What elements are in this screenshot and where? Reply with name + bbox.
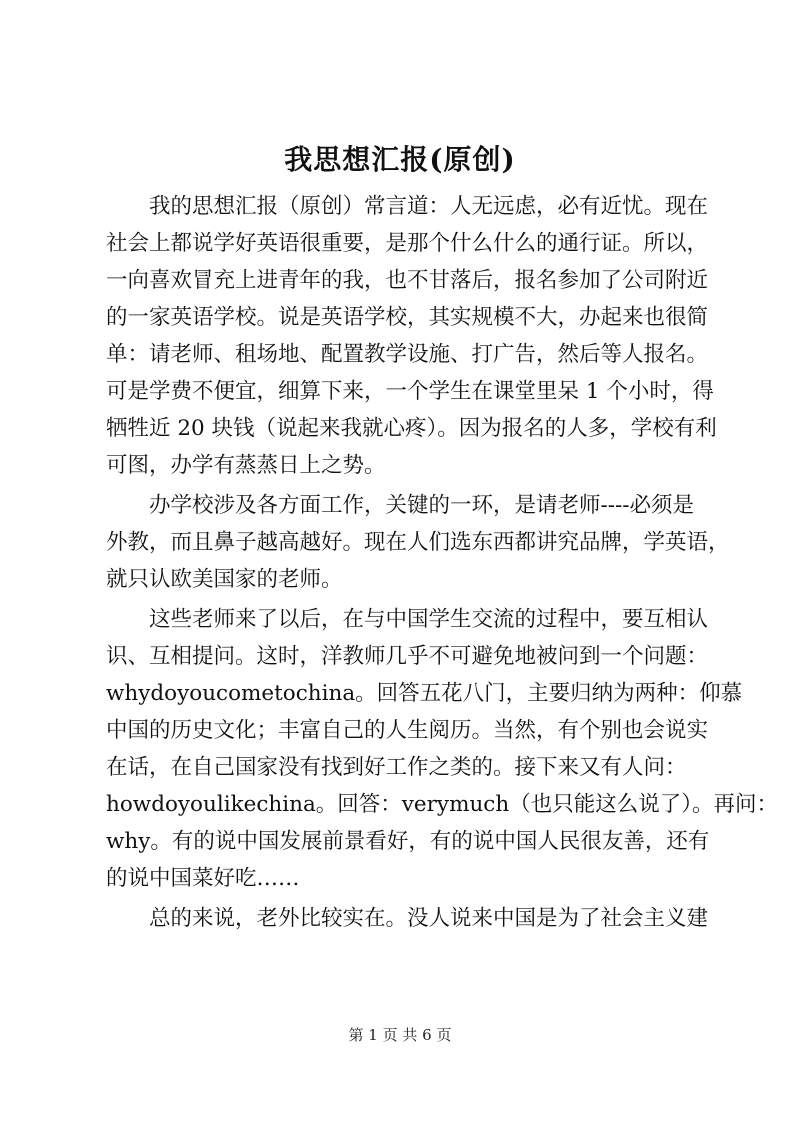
page-number-footer: 第 1 页 共 6 页 (348, 1026, 452, 1044)
body-line: 在话，在自己国家没有找到好工作之类的。接下来又有人问： (106, 755, 687, 780)
body-line: 我的思想汇报（原创）常言道：人无远虑，必有近忧。现在 (106, 194, 709, 219)
body-line: 单：请老师、租场地、配置教学设施、打广告，然后等人报名。 (106, 342, 709, 367)
body-line: why。有的说中国发展前景看好，有的说中国人民很友善，还有 (106, 829, 710, 854)
body-line: 一向喜欢冒充上进青年的我，也不甘落后，报名参加了公司附近 (106, 268, 709, 293)
body-line: 总的来说，老外比较实在。没人说来中国是为了社会主义建 (106, 906, 709, 931)
body-line: 可图，办学有蒸蒸日上之势。 (106, 453, 386, 478)
body-line: 外教，而且鼻子越高越好。现在人们选东西都讲究品牌，学英语， (106, 530, 730, 555)
body-line: 这些老师来了以后，在与中国学生交流的过程中，要互相认 (106, 607, 709, 632)
document-title: 我思想汇报(原创) (284, 143, 516, 176)
body-line: whydoyoucometochina。回答五花八门，主要归纳为两种：仰慕 (106, 681, 743, 706)
body-line: 就只认欧美国家的老师。 (106, 567, 343, 592)
body-line: 中国的历史文化；丰富自己的人生阅历。当然，有个别也会说实 (106, 718, 709, 743)
body-line: 的一家英语学校。说是英语学校，其实规模不大，办起来也很简 (106, 305, 709, 330)
body-line: 牺牲近 20 块钱（说起来我就心疼）。因为报名的人多，学校有利 (106, 416, 717, 441)
body-line: 的说中国菜好吃…… (106, 866, 300, 891)
body-line: 办学校涉及各方面工作，关键的一环，是请老师----必须是 (106, 493, 695, 518)
body-line: 识、互相提问。这时，洋教师几乎不可避免地被问到一个问题： (106, 644, 709, 669)
body-line: 可是学费不便宜，细算下来，一个学生在课堂里呆 1 个小时，得 (106, 379, 714, 404)
body-line: howdoyoulikechina。回答：verymuch（也只能这么说了）。再问： (106, 792, 778, 817)
body-line: 社会上都说学好英语很重要，是那个什么什么的通行证。所以， (106, 231, 709, 256)
document-body (106, 188, 778, 937)
